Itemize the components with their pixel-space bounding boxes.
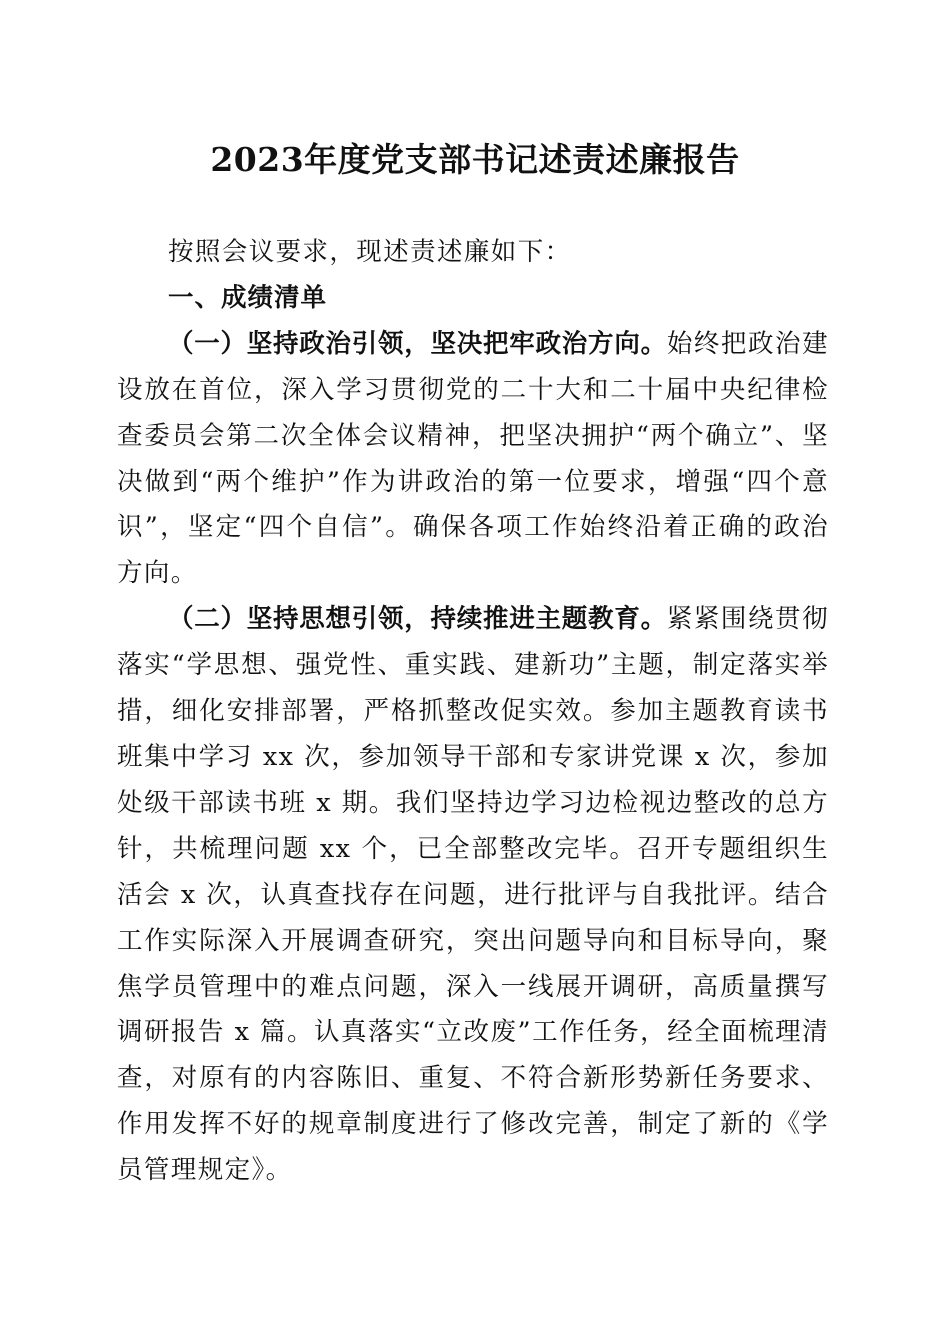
intro-paragraph: 按照会议要求，现述责述廉如下： xyxy=(168,237,572,267)
item-text-2: 紧紧围绕贯彻落实“学思想、强党性、重实践、建新功”主题，制定落实举措，细化安排部署，严格抓整改促实效。参加主题教育读书班集中学习 xx 次，参加领导干部和专家讲党课 x 次，参加处级干部读书班 x 期。我们坚持边学习边检视边整改的总方针，共梳理问题 xx 个，已全部整改完毕。召开专题组织生活会 x 次，认真查找存在问题，进行批评与自我批评。结合工作实际深入开展调查研究，突出问题导向和目标导向，聚焦学员管理中的难点问题，深入一线展开调研，高质量撰写调研报告 x 篇。认真落实“立改废”工作任务，经全面梳理清查，对原有的内容陈旧、重复、不符合新形势新任务要求、作用发挥不好的规章制度进行了修改完善，制定了新的《学员管理规定》。 xyxy=(117,604,829,1186)
item-paragraph-1 xyxy=(117,322,829,597)
document-title: 2023年度党支部书记述责述廉报告 xyxy=(210,140,740,179)
section-heading: 一、成绩清单 xyxy=(168,282,328,313)
item-lead-1: （一）坚持政治引领，坚决把牢政治方向。 xyxy=(168,328,667,359)
item-text-1: 始终把政治建设放在首位，深入学习贯彻党的二十大和二十届中央纪律检查委员会第二次全体会议精神，把坚决拥护“两个确立”、坚决做到“两个维护”作为讲政治的第一位要求，增强“四个意识”，坚定“四个自信”。确保各项工作始终沿着正确的政治方向。 xyxy=(117,328,829,589)
item-paragraph-2 xyxy=(117,597,829,1194)
document-body xyxy=(117,230,829,1194)
item-lead-2: （二）坚持思想引领，持续推进主题教育。 xyxy=(168,604,667,635)
